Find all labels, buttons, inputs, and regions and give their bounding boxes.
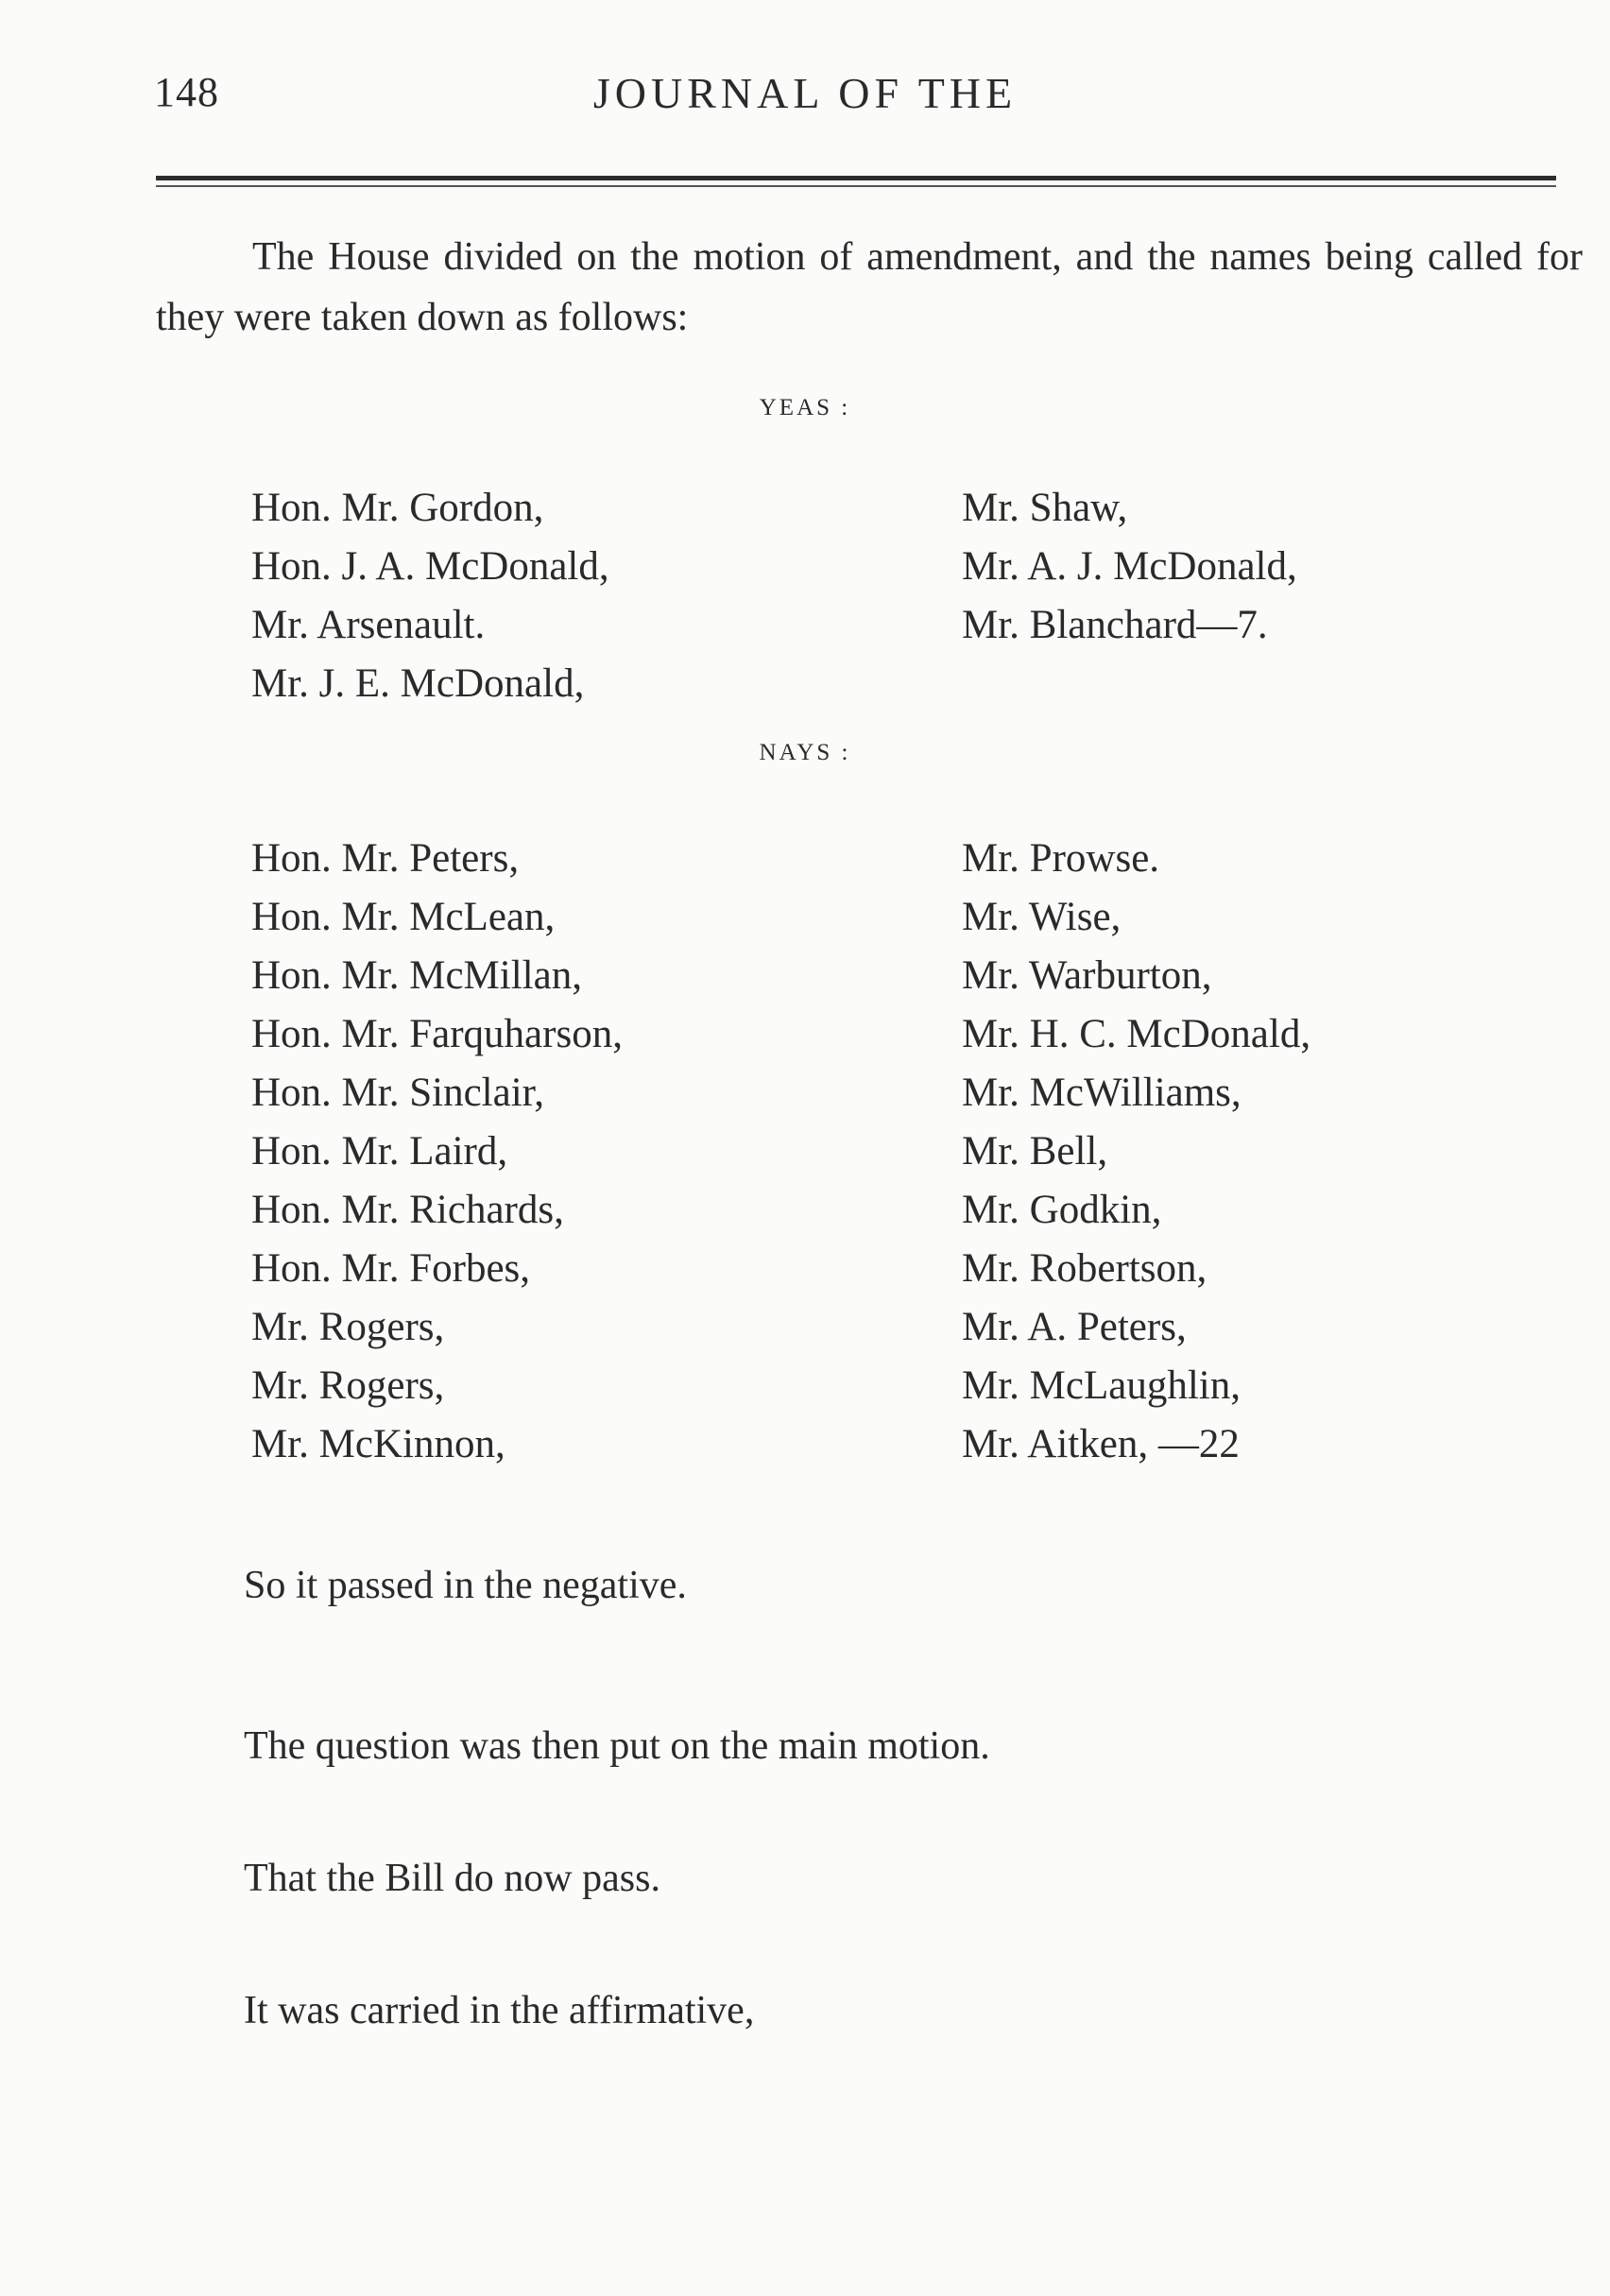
nay-name: Hon. Mr. Farquharson, bbox=[251, 1012, 623, 1056]
nay-name: Mr. Rogers, bbox=[251, 1305, 445, 1349]
nay-name: Mr. Rogers, bbox=[251, 1363, 445, 1408]
yea-name: Mr. A. J. McDonald, bbox=[962, 544, 1297, 589]
yea-name: Hon. J. A. McDonald, bbox=[251, 544, 609, 589]
result-affirmative-paragraph: It was carried in the affirmative, bbox=[244, 1989, 755, 2032]
nay-name: Hon. Mr. Laird, bbox=[251, 1129, 508, 1174]
nays-left-column bbox=[251, 830, 623, 1474]
nay-name: Hon. Mr. McMillan, bbox=[251, 953, 582, 998]
nay-name: Mr. Warburton, bbox=[962, 953, 1212, 998]
nay-name: Mr. Prowse. bbox=[962, 836, 1160, 881]
header-rule-thin bbox=[156, 185, 1556, 187]
yea-name: Mr. Blanchard—7. bbox=[962, 603, 1268, 647]
nay-name: Mr. Robertson, bbox=[962, 1246, 1208, 1291]
division-intro-paragraph: The House divided on the motion of amendment, and the names being called for they were taken down as follows: bbox=[156, 235, 1583, 339]
header-rule-thick bbox=[156, 176, 1556, 180]
running-title: JOURNAL OF THE bbox=[592, 69, 1018, 117]
nay-name: Mr. McKinnon, bbox=[251, 1422, 505, 1466]
yeas-heading: YEAS : bbox=[759, 395, 851, 420]
yeas-right-column bbox=[962, 479, 1297, 655]
nay-name: Mr. Godkin, bbox=[962, 1188, 1162, 1232]
nay-name: Hon. Mr. Peters, bbox=[251, 836, 520, 881]
nay-name: Hon. Mr. Sinclair, bbox=[251, 1071, 545, 1115]
yea-name: Hon. Mr. Gordon, bbox=[251, 486, 544, 530]
main-motion-paragraph: The question was then put on the main motion. bbox=[244, 1724, 990, 1768]
nay-name: Mr. Aitken, —22 bbox=[962, 1422, 1240, 1466]
nay-name: Mr. A. Peters, bbox=[962, 1305, 1187, 1349]
nays-heading: NAYS : bbox=[759, 740, 851, 765]
nay-name: Mr. Bell, bbox=[962, 1129, 1108, 1174]
nay-name: Mr. H. C. McDonald, bbox=[962, 1012, 1311, 1056]
bill-pass-paragraph: That the Bill do now pass. bbox=[244, 1857, 660, 1900]
nay-name: Mr. McWilliams, bbox=[962, 1071, 1242, 1115]
page-number: 148 bbox=[154, 69, 219, 115]
nay-name: Hon. Mr. McLean, bbox=[251, 895, 556, 939]
nay-name: Mr. Wise, bbox=[962, 895, 1122, 939]
result-negative-paragraph: So it passed in the negative. bbox=[244, 1564, 687, 1607]
nay-name: Hon. Mr. Richards, bbox=[251, 1188, 564, 1232]
nay-name: Hon. Mr. Forbes, bbox=[251, 1246, 531, 1291]
yea-name: Mr. J. E. McDonald, bbox=[251, 661, 585, 706]
yeas-left-column bbox=[251, 479, 609, 713]
nays-right-column bbox=[962, 830, 1310, 1474]
yea-name: Mr. Shaw, bbox=[962, 486, 1128, 530]
yea-name: Mr. Arsenault. bbox=[251, 603, 486, 647]
nay-name: Mr. McLaughlin, bbox=[962, 1363, 1241, 1408]
